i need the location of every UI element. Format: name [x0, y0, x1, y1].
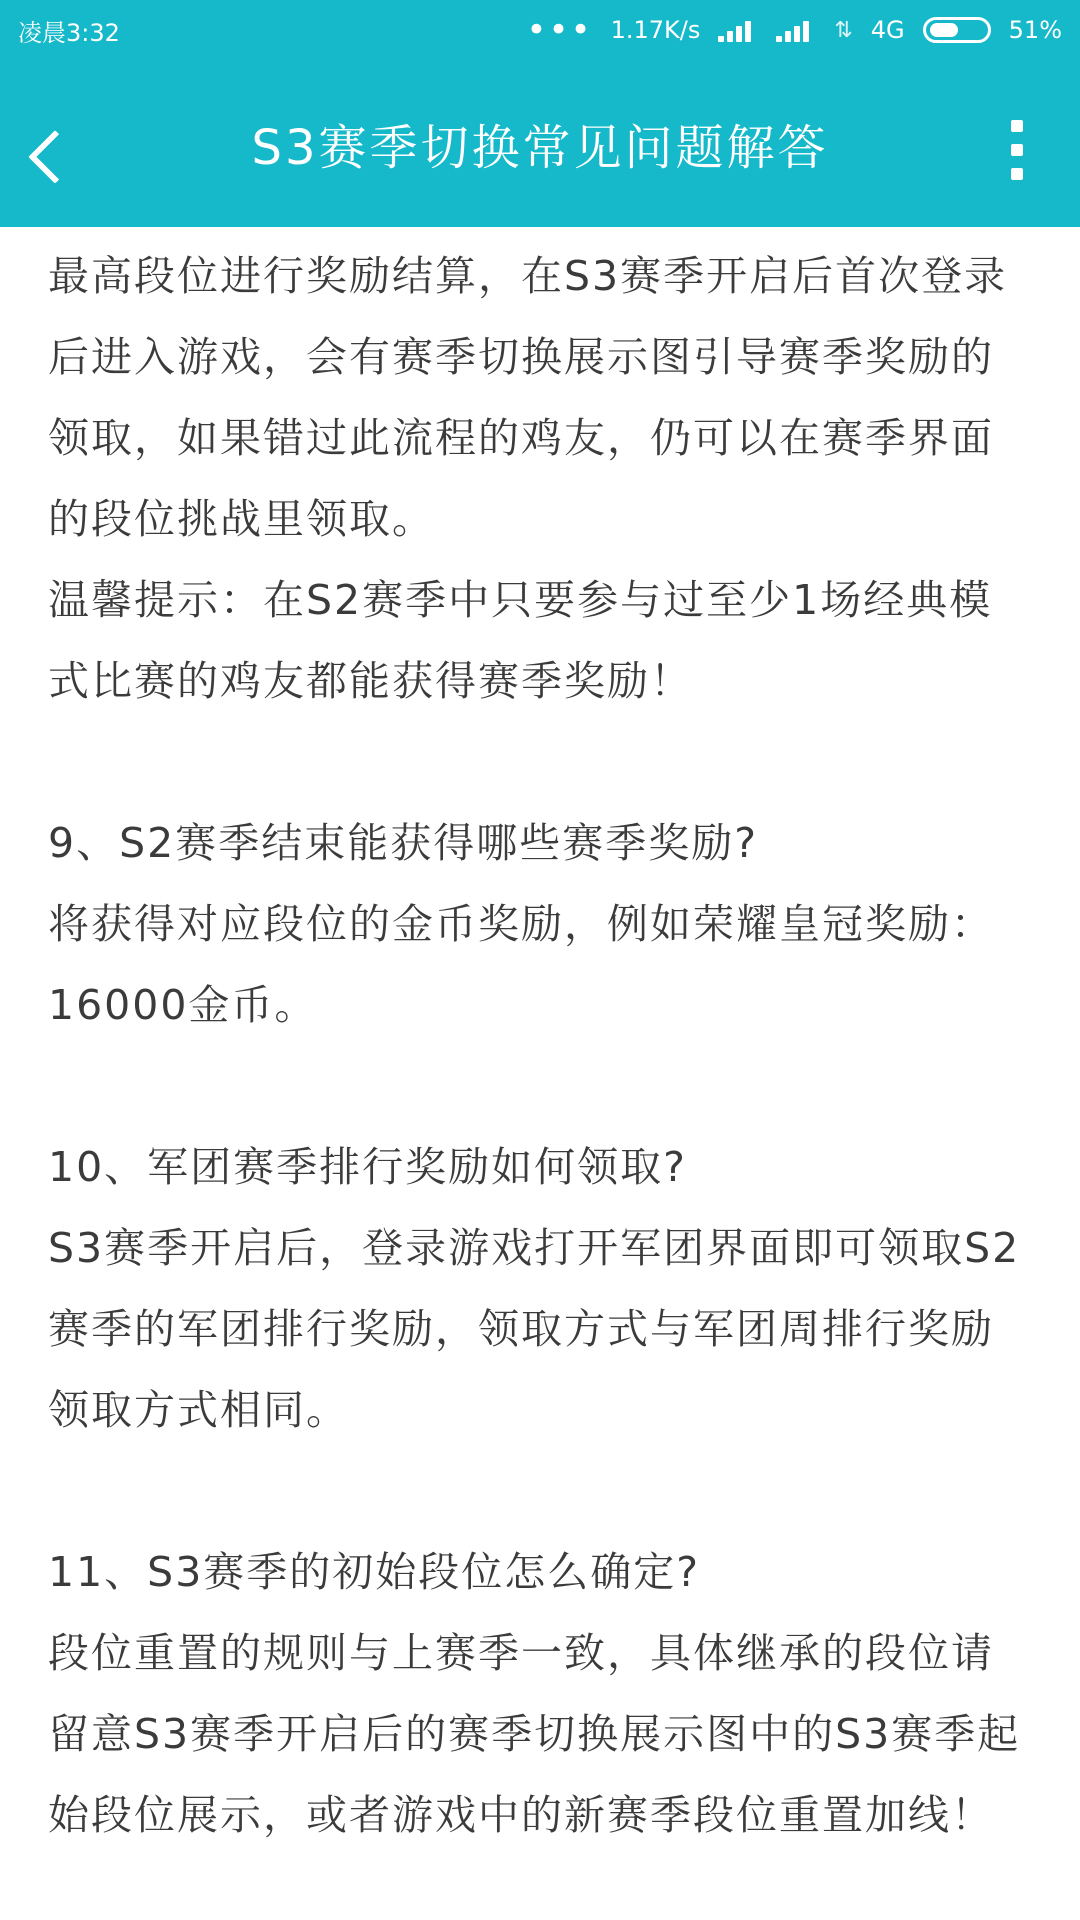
status-time: 凌晨3:32: [18, 18, 120, 47]
spacer: [48, 1451, 1032, 1532]
battery-icon: [923, 17, 991, 43]
answer-10: S3赛季开启后，登录游戏打开军团界面即可领取S2赛季的军团排行奖励，领取方式与军团周排行奖励领取方式相同。: [48, 1224, 1021, 1434]
paragraph-reward-settlement: 最高段位进行奖励结算，在S3赛季开启后首次登录后进入游戏，会有赛季切换展示图引导赛季奖励的领取，如果错过此流程的鸡友，仍可以在赛季界面的段位挑战里领取。: [48, 252, 1008, 543]
question-9: 9、S2赛季结束能获得哪些赛季奖励?: [48, 819, 758, 867]
more-options-icon[interactable]: [1009, 120, 1025, 180]
spacer: [48, 1046, 1032, 1127]
app-header: [0, 0, 1080, 227]
network-type: 4G: [870, 16, 905, 44]
answer-11: 段位重置的规则与上赛季一致，具体继承的段位请留意S3赛季开启后的赛季切换展示图中的S3赛季起始段位展示，或者游戏中的新赛季段位重置加线！: [48, 1629, 1021, 1839]
network-speed: 1.17K/s: [610, 16, 701, 44]
signal-icon: [718, 18, 758, 42]
tip-text: 温馨提示：在S2赛季中只要参与过至少1场经典模式比赛的鸡友都能获得赛季奖励！: [48, 576, 993, 705]
article-body: [48, 196, 1032, 1856]
answer-9: 将获得对应段位的金币奖励，例如荣耀皇冠奖励：16000金币。: [48, 900, 994, 1029]
toolbar: [0, 80, 1080, 220]
spacer: [48, 722, 1032, 803]
more-notifications-icon: •••: [526, 10, 593, 50]
back-arrow-icon[interactable]: [45, 120, 85, 180]
battery-level: 51%: [1008, 16, 1062, 44]
status-bar: [0, 0, 1080, 60]
signal-icon-2: [776, 18, 816, 42]
question-11: 11、S3赛季的初始段位怎么确定?: [48, 1548, 701, 1596]
question-10: 10、军团赛季排行奖励如何领取?: [48, 1143, 687, 1191]
data-transfer-icon: ⇅: [834, 17, 853, 43]
page-title: S3赛季切换常见问题解答: [251, 120, 829, 176]
